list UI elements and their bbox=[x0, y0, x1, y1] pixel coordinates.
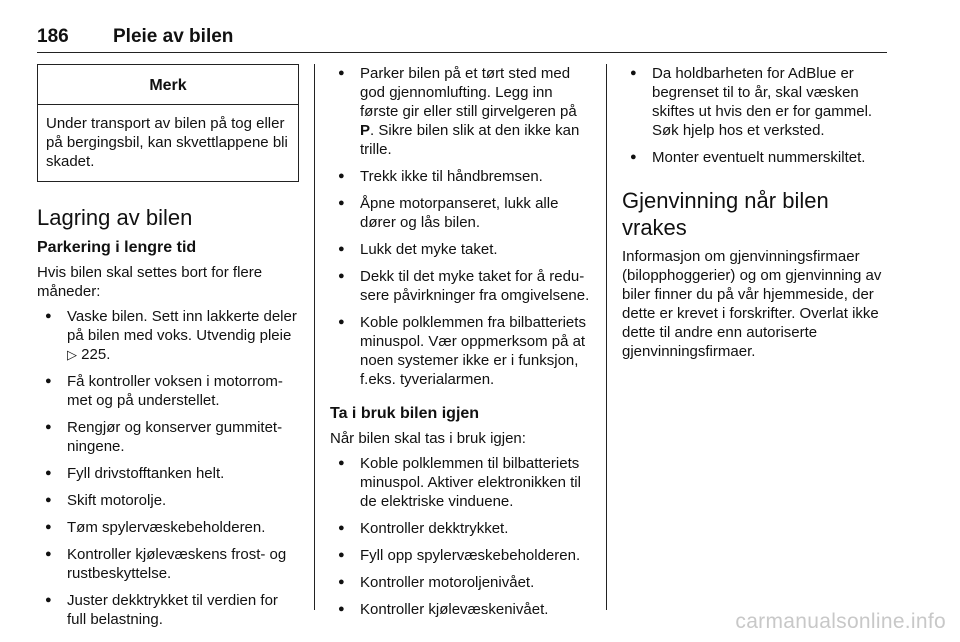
list-item: ● Vaske bilen. Sett inn lakkerte deler på bilen med voks. Utvendig pleie ▷ 225. bbox=[37, 307, 299, 364]
list-item: ● Trekk ikke til håndbremsen. bbox=[330, 167, 592, 186]
list-item: ● Monter eventuelt nummerskiltet. bbox=[622, 148, 888, 167]
list-item: ● Skift motorolje. bbox=[37, 491, 299, 510]
page-header bbox=[37, 26, 887, 53]
gear-position-label: P bbox=[360, 122, 371, 139]
subheading-reuse: Ta i bruk bilen igjen bbox=[330, 405, 480, 422]
list-item: ● Få kontroller voksen i motorrommet og på understellet. bbox=[37, 372, 299, 410]
note-text: Under transport av bilen på tog eller på bergingsbil, kan skvettlappene bli skadet. bbox=[46, 115, 288, 170]
list-item: ● Kontroller kjølevæskenivået. bbox=[330, 600, 592, 619]
reuse-list bbox=[330, 454, 592, 619]
column-1 bbox=[37, 64, 299, 637]
note-box bbox=[37, 64, 299, 182]
column-divider bbox=[606, 64, 607, 610]
list-item: ● Fyll opp spylervæskebeholderen. bbox=[330, 546, 592, 565]
list-item: ● Tøm spylervæskebeholderen. bbox=[37, 518, 299, 537]
list-item: ● Koble polklemmen fra bilbatteriets minuspol. Vær oppmerksom på at noen systemer ikke er i funksjon, f.eks. tyverialarmen. bbox=[330, 313, 592, 389]
page-reference-icon: ▷ bbox=[67, 347, 77, 362]
list-item: ● Kontroller motoroljenivået. bbox=[330, 573, 592, 592]
section-heading-recycling: Gjenvinning når bilen vrakes bbox=[622, 188, 829, 240]
reuse-intro: Når bilen skal tas i bruk igjen: bbox=[330, 430, 526, 447]
recycling-text: Informasjon om gjenvinningsfirmaer (bilopphoggerier) og om gjenvinning av biler finner du på vår hjemmeside, der dette er krevet i forskrifter. Overlat ikke dette til andre enn autoriserte gjenvinningsfirmaer. bbox=[622, 248, 882, 360]
note-title: Merk bbox=[38, 65, 298, 105]
page-title: Pleie av bilen bbox=[113, 26, 234, 47]
section-heading-storage: Lagring av bilen bbox=[37, 205, 193, 230]
list-item: ● Rengjør og konserver gummitetningene. bbox=[37, 418, 299, 456]
watermark: carmanualsonline.info bbox=[735, 610, 946, 633]
column-3 bbox=[622, 64, 888, 367]
list-item: ● Lukk det myke taket. bbox=[330, 240, 592, 259]
subheading-long-parking: Parkering i lengre tid bbox=[37, 239, 197, 256]
storage-list-continued bbox=[330, 64, 592, 389]
list-item: ● Dekk til det myke taket for å redusere påvirkninger fra omgivelsene. bbox=[330, 267, 592, 305]
page-reference-link[interactable]: 225. bbox=[81, 346, 111, 363]
page-number: 186 bbox=[37, 26, 69, 47]
list-item: ● Kontroller dekktrykket. bbox=[330, 519, 592, 538]
storage-list bbox=[37, 307, 299, 629]
column-2 bbox=[330, 64, 592, 627]
column-divider bbox=[314, 64, 315, 610]
list-item: ● Åpne motorpanseret, lukk alle dører og lås bilen. bbox=[330, 194, 592, 232]
list-item: ● Fyll drivstofftanken helt. bbox=[37, 464, 299, 483]
reuse-list-continued bbox=[622, 64, 888, 167]
list-item: ● Da holdbarheten for AdBlue er begrenset til to år, skal væsken skiftes ut hvis den er for gammel. Søk hjelp hos et verksted. bbox=[622, 64, 888, 140]
storage-intro: Hvis bilen skal settes bort for flere måneder: bbox=[37, 264, 263, 300]
list-item: ● Parker bilen på et tørt sted med god gjennomlufting. Legg inn første gir eller still girvelgeren på P. Sikre bilen slik at den ikke kan trille. bbox=[330, 64, 592, 159]
list-item: ● Juster dekktrykket til verdien for full belastning. bbox=[37, 591, 299, 629]
list-item: ● Koble polklemmen til bilbatteriets minuspol. Aktiver elektronikken til de elektriske vinduene. bbox=[330, 454, 592, 511]
list-item: ● Kontroller kjølevæskens frost- og rustbeskyttelse. bbox=[37, 545, 299, 583]
